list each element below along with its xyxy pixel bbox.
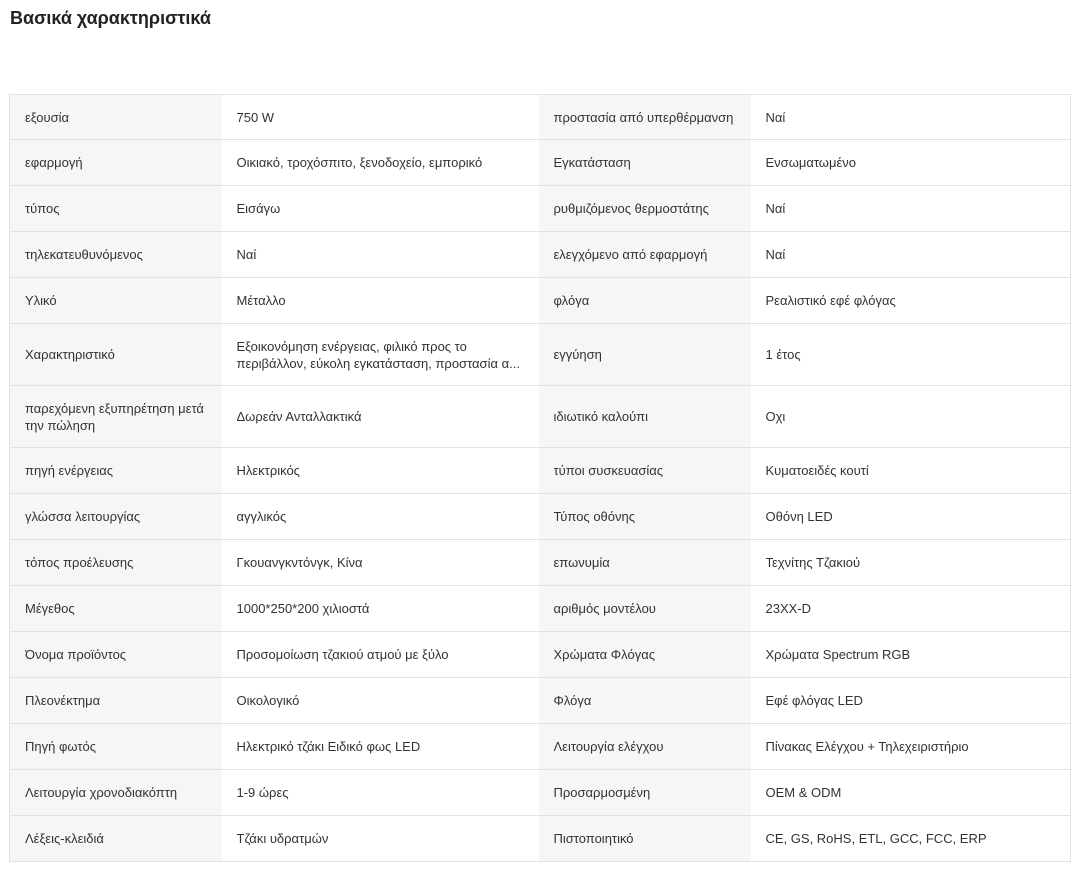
spec-label-cell <box>10 816 222 862</box>
spec-value-cell <box>751 632 1071 678</box>
spec-label: Χρώματα Φλόγας <box>553 647 655 662</box>
spec-label-cell <box>10 232 222 278</box>
spec-value: Ρεαλιστικό εφέ φλόγας <box>765 293 896 308</box>
spec-value-cell <box>222 494 539 540</box>
spec-value-cell <box>751 324 1071 386</box>
spec-value: Ναί <box>765 109 786 125</box>
spec-value: Χρώματα Spectrum RGB <box>765 647 911 662</box>
spec-label-cell <box>10 724 222 770</box>
spec-label: γλώσσα λειτουργίας <box>25 509 141 524</box>
spec-label: αριθμός μοντέλου <box>553 601 656 616</box>
spec-label-cell <box>539 448 751 494</box>
spec-label-cell <box>539 186 751 232</box>
spec-value-cell <box>222 324 539 386</box>
specifications-table-body <box>10 95 1071 862</box>
table-row <box>10 278 1071 324</box>
spec-label: παρεχόμενη εξυπηρέτηση μετά την πώληση <box>25 400 204 433</box>
spec-value: Ναί <box>765 247 786 262</box>
spec-value: 1 έτος <box>765 347 801 362</box>
spec-value-cell <box>222 95 539 140</box>
spec-value: Τεχνίτης Τζακιού <box>765 555 861 570</box>
spec-label-cell <box>10 95 222 140</box>
spec-value-cell <box>751 724 1071 770</box>
spec-value: Εφέ φλόγας LED <box>765 693 863 708</box>
spec-label: Μέγεθος <box>25 601 75 616</box>
spec-label-cell <box>539 724 751 770</box>
spec-value-cell <box>751 95 1071 140</box>
spec-label: τόπος προέλευσης <box>25 555 134 570</box>
spec-label-cell <box>539 586 751 632</box>
table-row <box>10 324 1071 386</box>
table-row <box>10 540 1071 586</box>
spec-value-cell <box>751 232 1071 278</box>
spec-value: Πίνακας Ελέγχου + Τηλεχειριστήριο <box>765 739 969 754</box>
spec-label: τύπος <box>25 201 60 216</box>
specifications-table <box>9 94 1071 862</box>
spec-label-cell <box>539 324 751 386</box>
spec-label: Όνομα προϊόντος <box>25 647 127 662</box>
spec-value-cell <box>222 586 539 632</box>
table-row <box>10 232 1071 278</box>
spec-value-cell <box>751 540 1071 586</box>
spec-label-cell <box>10 540 222 586</box>
spec-value-cell <box>751 386 1071 448</box>
spec-value-cell <box>222 632 539 678</box>
spec-label: Λειτουργία χρονοδιακόπτη <box>25 785 178 800</box>
spec-value: 1-9 ώρες <box>236 785 289 800</box>
spec-value-cell <box>222 386 539 448</box>
spec-label-cell <box>10 448 222 494</box>
spec-label: Πηγή φωτός <box>25 739 96 754</box>
spec-value: αγγλικός <box>236 509 287 524</box>
spec-value-cell <box>751 678 1071 724</box>
spec-label-cell <box>10 278 222 324</box>
spec-label: εφαρμογή <box>25 155 83 170</box>
spec-value: Εισάγω <box>236 201 281 216</box>
spec-label: Λειτουργία ελέγχου <box>553 739 664 754</box>
spec-value-cell <box>222 278 539 324</box>
spec-value-cell <box>751 448 1071 494</box>
spec-value: Γκουανγκντόνγκ, Κίνα <box>236 555 363 570</box>
spec-value: 23XX-D <box>765 601 812 616</box>
spec-value: Ηλεκτρικό τζάκι Ειδικό φως LED <box>236 739 421 754</box>
spec-value: Προσομοίωση τζακιού ατμού με ξύλο <box>236 647 449 662</box>
spec-value-cell <box>222 540 539 586</box>
table-row <box>10 95 1071 140</box>
spec-label-cell <box>539 632 751 678</box>
spec-label-cell <box>539 816 751 862</box>
spec-value-cell <box>751 586 1071 632</box>
spec-label-cell <box>10 632 222 678</box>
spec-value-cell <box>222 140 539 186</box>
spec-label-cell <box>10 324 222 386</box>
table-row <box>10 494 1071 540</box>
spec-label-cell <box>10 586 222 632</box>
spec-label-cell <box>10 186 222 232</box>
spec-value-cell <box>751 186 1071 232</box>
spec-value: Οικολογικό <box>236 693 300 708</box>
spec-label: ελεγχόμενο από εφαρμογή <box>553 247 708 262</box>
spec-value: Μέταλλο <box>236 293 286 308</box>
spec-label-cell <box>539 540 751 586</box>
spec-label: Υλικό <box>25 293 57 308</box>
table-row <box>10 386 1071 448</box>
spec-label-cell <box>539 232 751 278</box>
spec-value-cell <box>222 770 539 816</box>
spec-value-cell <box>751 816 1071 862</box>
spec-value-cell <box>222 186 539 232</box>
table-row <box>10 724 1071 770</box>
spec-value-cell <box>751 278 1071 324</box>
spec-label: εγγύηση <box>553 347 602 362</box>
spec-label: ρυθμιζόμενος θερμοστάτης <box>553 201 709 216</box>
spec-value-cell <box>222 678 539 724</box>
spec-label: Προσαρμοσμένη <box>553 785 651 800</box>
spec-value: Τζάκι υδρατμών <box>236 831 329 846</box>
page-title: Βασικά χαρακτηριστικά <box>10 8 211 28</box>
spec-label: Πλεονέκτημα <box>25 693 101 708</box>
table-row <box>10 632 1071 678</box>
spec-label-cell <box>10 678 222 724</box>
spec-label-cell <box>539 95 751 140</box>
spec-label: Χαρακτηριστικό <box>25 347 115 362</box>
spec-value: 1000*250*200 χιλιοστά <box>236 601 370 616</box>
spec-value: Ενσωματωμένο <box>765 155 856 170</box>
spec-value: Δωρεάν Ανταλλακτικά <box>236 409 362 424</box>
table-row <box>10 770 1071 816</box>
spec-label: Λέξεις-κλειδιά <box>25 831 104 846</box>
spec-label-cell <box>10 770 222 816</box>
spec-label-cell <box>539 278 751 324</box>
spec-value-cell <box>751 494 1071 540</box>
spec-label: τηλεκατευθυνόμενος <box>25 247 143 262</box>
spec-label: Τύπος οθόνης <box>553 509 635 524</box>
spec-label: Πιστοποιητικό <box>553 831 634 846</box>
spec-label-cell <box>10 494 222 540</box>
spec-label: τύποι συσκευασίας <box>553 463 664 478</box>
spec-label: επωνυμία <box>553 555 610 570</box>
spec-label: Εγκατάσταση <box>553 155 631 170</box>
spec-label: πηγή ενέργειας <box>25 463 113 478</box>
spec-value-cell <box>222 816 539 862</box>
spec-label-cell <box>539 770 751 816</box>
spec-value-cell <box>222 448 539 494</box>
spec-value: Κυματοειδές κουτί <box>765 463 869 478</box>
spec-value: Οθόνη LED <box>765 509 833 524</box>
spec-label-cell <box>539 140 751 186</box>
spec-value: Ηλεκτρικός <box>236 463 300 478</box>
spec-value-cell <box>222 724 539 770</box>
table-row <box>10 448 1071 494</box>
spec-label-cell <box>10 140 222 186</box>
spec-value-cell <box>751 140 1071 186</box>
spec-value-cell <box>751 770 1071 816</box>
spec-label: φλόγα <box>553 293 590 308</box>
spec-value: Ναί <box>765 201 786 216</box>
spec-label-cell <box>539 494 751 540</box>
table-row <box>10 816 1071 862</box>
spec-label: προστασία από υπερθέρμανση <box>553 109 734 125</box>
spec-value: 750 W <box>236 109 275 125</box>
spec-value: Ναί <box>236 247 257 262</box>
spec-label-cell <box>10 386 222 448</box>
table-row <box>10 586 1071 632</box>
spec-label: Φλόγα <box>553 693 592 708</box>
spec-value: OEM & ODM <box>765 785 842 800</box>
spec-label: ιδιωτικό καλούπι <box>553 409 649 424</box>
spec-value: CE, GS, RoHS, ETL, GCC, FCC, ERP <box>765 831 987 846</box>
spec-value: Εξοικονόμηση ενέργειας, φιλικό προς το περιβάλλον, εύκολη εγκατάσταση, προστασία α... <box>236 338 520 371</box>
spec-value-cell <box>222 232 539 278</box>
spec-value: Οχι <box>765 409 786 424</box>
table-row <box>10 140 1071 186</box>
spec-label-cell <box>539 386 751 448</box>
table-row <box>10 678 1071 724</box>
table-row <box>10 186 1071 232</box>
spec-value: Οικιακό, τροχόσπιτο, ξενοδοχείο, εμπορικό <box>236 155 483 170</box>
spec-label: εξουσία <box>25 109 70 125</box>
spec-label-cell <box>539 678 751 724</box>
